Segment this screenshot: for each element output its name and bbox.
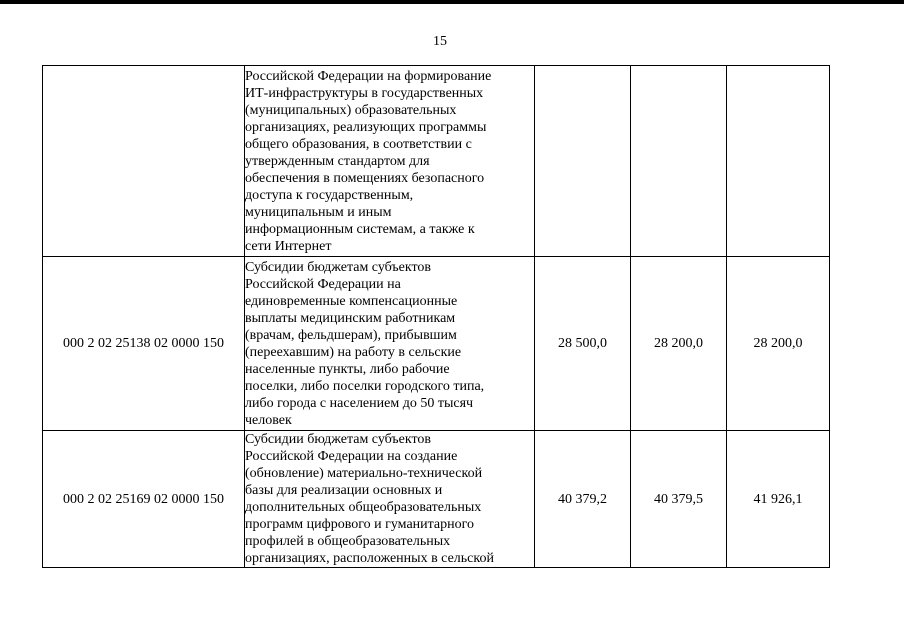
description-line: ИТ-инфраструктуры в государственных xyxy=(245,85,484,101)
description-line: Российской Федерации на xyxy=(245,276,401,292)
description-cell xyxy=(245,257,535,431)
description-line: Российской Федерации на создание xyxy=(245,449,458,464)
description-line: базы для реализации основных и xyxy=(245,483,443,498)
top-border-rule xyxy=(0,0,904,4)
amount-cell-2: 40 379,5 xyxy=(631,431,727,568)
amount-cell-3: 41 926,1 xyxy=(727,431,830,568)
description-line: организациях, расположенных в сельской xyxy=(245,551,494,566)
description-line: единовременные компенсационные xyxy=(245,293,458,309)
description-line: (обновление) материально-технической xyxy=(245,466,483,481)
amount-cell-3: 28 200,0 xyxy=(727,257,830,431)
amount-cell-3 xyxy=(727,66,830,257)
description-line: сети Интернет xyxy=(245,238,332,254)
amount-cell-1: 40 379,2 xyxy=(535,431,631,568)
description-line: (врачам, фельдшерам), прибывшим xyxy=(245,327,457,343)
description-line: организациях, реализующих программы xyxy=(245,119,487,135)
budget-code-cell: 000 2 02 25138 02 0000 150 xyxy=(43,257,245,431)
description-line: муниципальным и иным xyxy=(245,204,392,220)
description-line: Российской Федерации на формирование xyxy=(245,68,492,84)
description-line: общего образования, в соответствии с xyxy=(245,136,472,152)
description-line: либо города с населением до 50 тысяч xyxy=(245,395,474,411)
description-line: выплаты медицинским работникам xyxy=(245,310,456,326)
description-line: информационным системам, а также к xyxy=(245,221,475,237)
budget-code-cell xyxy=(43,66,245,257)
table-row xyxy=(43,431,830,568)
description-line: утвержденным стандартом для xyxy=(245,153,430,169)
amount-cell-1 xyxy=(535,66,631,257)
description-line: человек xyxy=(245,412,292,428)
description-cell xyxy=(245,431,535,568)
description-line: населенные пункты, либо рабочие xyxy=(245,361,450,377)
description-line: поселки, либо поселки городского типа, xyxy=(245,378,485,394)
description-line: обеспечения в помещениях безопасного xyxy=(245,170,485,186)
description-line: программ цифрового и гуманитарного xyxy=(245,517,475,532)
budget-code-cell: 000 2 02 25169 02 0000 150 xyxy=(43,431,245,568)
table-row xyxy=(43,257,830,431)
amount-cell-2 xyxy=(631,66,727,257)
amount-cell-1: 28 500,0 xyxy=(535,257,631,431)
description-line: (переехавшим) на работу в сельские xyxy=(245,344,462,360)
budget-table xyxy=(42,65,830,568)
table-row xyxy=(43,66,830,257)
description-line: доступа к государственным, xyxy=(245,187,414,203)
description-line: Субсидии бюджетам субъектов xyxy=(245,432,432,447)
description-line: профилей в общеобразовательных xyxy=(245,534,451,549)
description-line: Субсидии бюджетам субъектов xyxy=(245,259,432,275)
description-line: (муниципальных) образовательных xyxy=(245,102,457,118)
amount-cell-2: 28 200,0 xyxy=(631,257,727,431)
description-cell xyxy=(245,66,535,257)
description-line: дополнительных общеобразовательных xyxy=(245,500,482,515)
page-number: 15 xyxy=(433,34,447,49)
